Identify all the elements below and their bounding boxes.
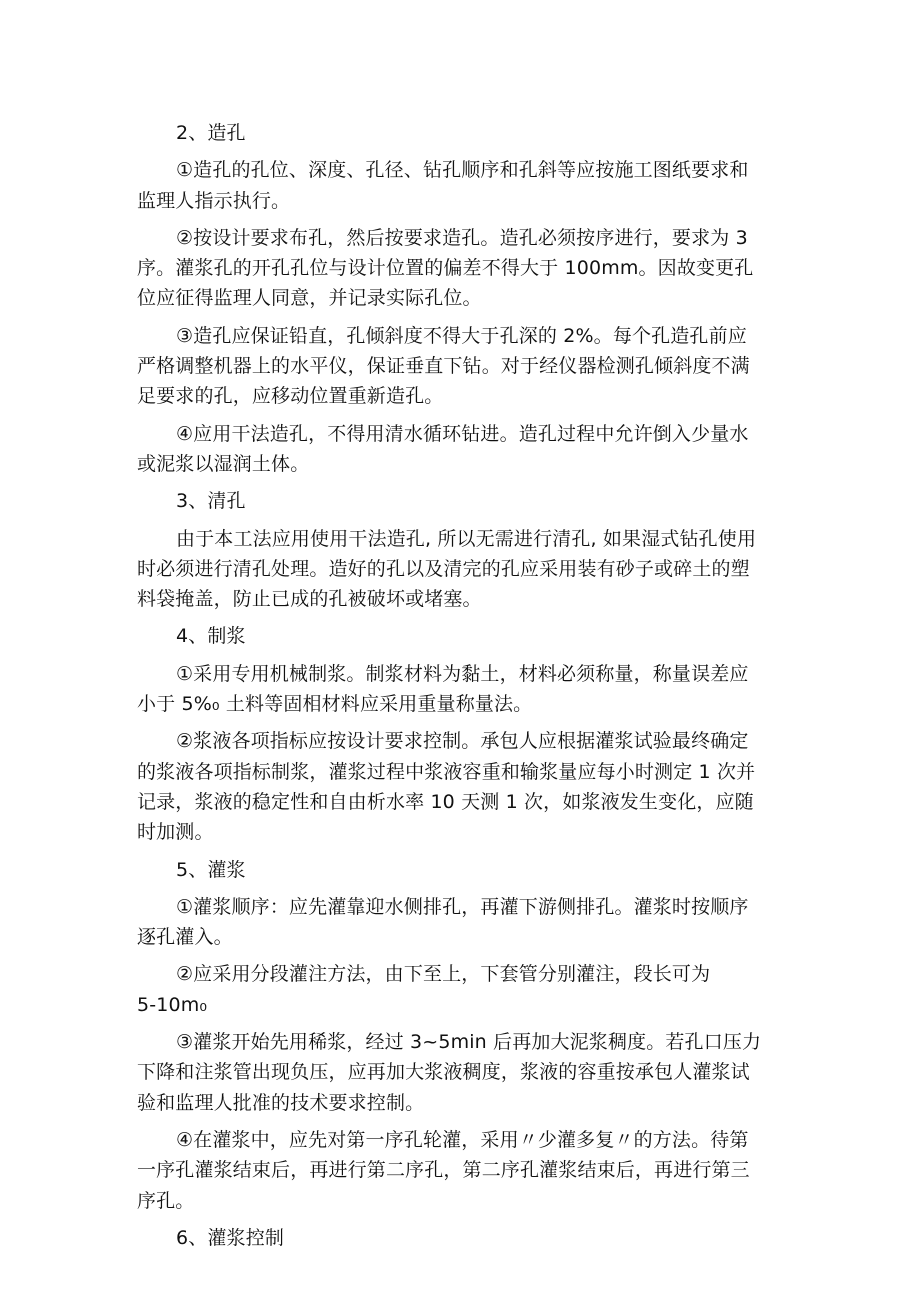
paragraph-line: 足要求的孔，应移动位置重新造孔。 (137, 385, 444, 408)
paragraph-line: ②浆液各项指标应按设计要求控制。承包人应根据灌浆试验最终确定 (176, 730, 749, 753)
section-heading: 4、制浆 (176, 625, 246, 648)
paragraph-line: 逐孔灌入。 (137, 926, 233, 949)
paragraph-line: ②按设计要求布孔，然后按要求造孔。造孔必须按序进行，要求为 3 (176, 226, 748, 249)
paragraph-line: 监理人指示执行。 (137, 189, 291, 212)
paragraph-line: 位应征得监理人同意，并记录实际孔位。 (137, 287, 482, 310)
paragraph-line: ①采用专用机械制浆。制浆材料为黏土，材料必须称量，称量误差应 (176, 662, 749, 685)
paragraph-line: 序孔。 (137, 1189, 195, 1212)
paragraph-line: 的浆液各项指标制浆，灌浆过程中浆液容重和输浆量应每小时测定 1 次并 (137, 760, 756, 783)
paragraph-line: 记录，浆液的稳定性和自由析水率 10 天测 1 次，如浆液发生变化，应随 (137, 790, 754, 813)
paragraph-line: ①造孔的孔位、深度、孔径、钻孔顺序和孔斜等应按施工图纸要求和 (176, 159, 749, 182)
paragraph-line: 序。灌浆孔的开孔孔位与设计位置的偏差不得大于 100mm。因故变更孔 (137, 257, 754, 280)
paragraph-line: 小于 5%₀ 土料等固相材料应采用重量称量法。 (137, 693, 533, 716)
paragraph-line: 下降和注浆管出现负压，应再加大浆液稠度，浆液的容重按承包人灌浆试 (137, 1061, 750, 1084)
paragraph-line: 由于本工法应用使用干法造孔, 所以无需进行清孔, 如果湿式钻孔使用 (176, 527, 757, 550)
paragraph-line: 时加测。 (137, 821, 214, 844)
document-body (137, 118, 785, 1253)
paragraph-line: 严格调整机器上的水平仪，保证垂直下钻。对于经仪器检测孔倾斜度不满 (137, 355, 750, 378)
paragraph-line: 料袋掩盖，防止已成的孔被破坏或堵塞。 (137, 588, 482, 611)
paragraph-line: 验和监理人批准的技术要求控制。 (137, 1091, 425, 1114)
paragraph-line: ③灌浆开始先用稀浆，经过 3~5min 后再加大泥浆稠度。若孔口压力 (176, 1031, 762, 1054)
paragraph-line: ④在灌浆中，应先对第一序孔轮灌，采用〃少灌多复〃的方法。待第 (176, 1128, 749, 1151)
section-heading: 5、灌浆 (176, 858, 246, 881)
paragraph-line: 时必须进行清孔处理。造好的孔以及清完的孔应采用装有砂子或碎土的塑 (137, 557, 750, 580)
paragraph-line: ②应采用分段灌注方法，由下至上，下套管分别灌注，段长可为 (176, 963, 711, 986)
section-heading: 3、清孔 (176, 490, 246, 513)
paragraph-line: ③造孔应保证铅直，孔倾斜度不得大于孔深的 2%。每个孔造孔前应 (176, 324, 747, 347)
paragraph-line: 5-10m₀ (137, 993, 208, 1016)
paragraph-line: 或泥浆以湿润土体。 (137, 452, 310, 475)
paragraph-line: ④应用干法造孔，不得用清水循环钻进。造孔过程中允许倒入少量水 (176, 422, 749, 445)
paragraph-line: ①灌浆顺序：应先灌靠迎水侧排孔，再灌下游侧排孔。灌浆时按顺序 (176, 895, 749, 918)
paragraph-line: 一序孔灌浆结束后，再进行第二序孔，第二序孔灌浆结束后，再进行第三 (137, 1159, 750, 1182)
section-heading: 2、造孔 (176, 122, 246, 144)
section-heading: 6、灌浆控制 (176, 1226, 284, 1249)
